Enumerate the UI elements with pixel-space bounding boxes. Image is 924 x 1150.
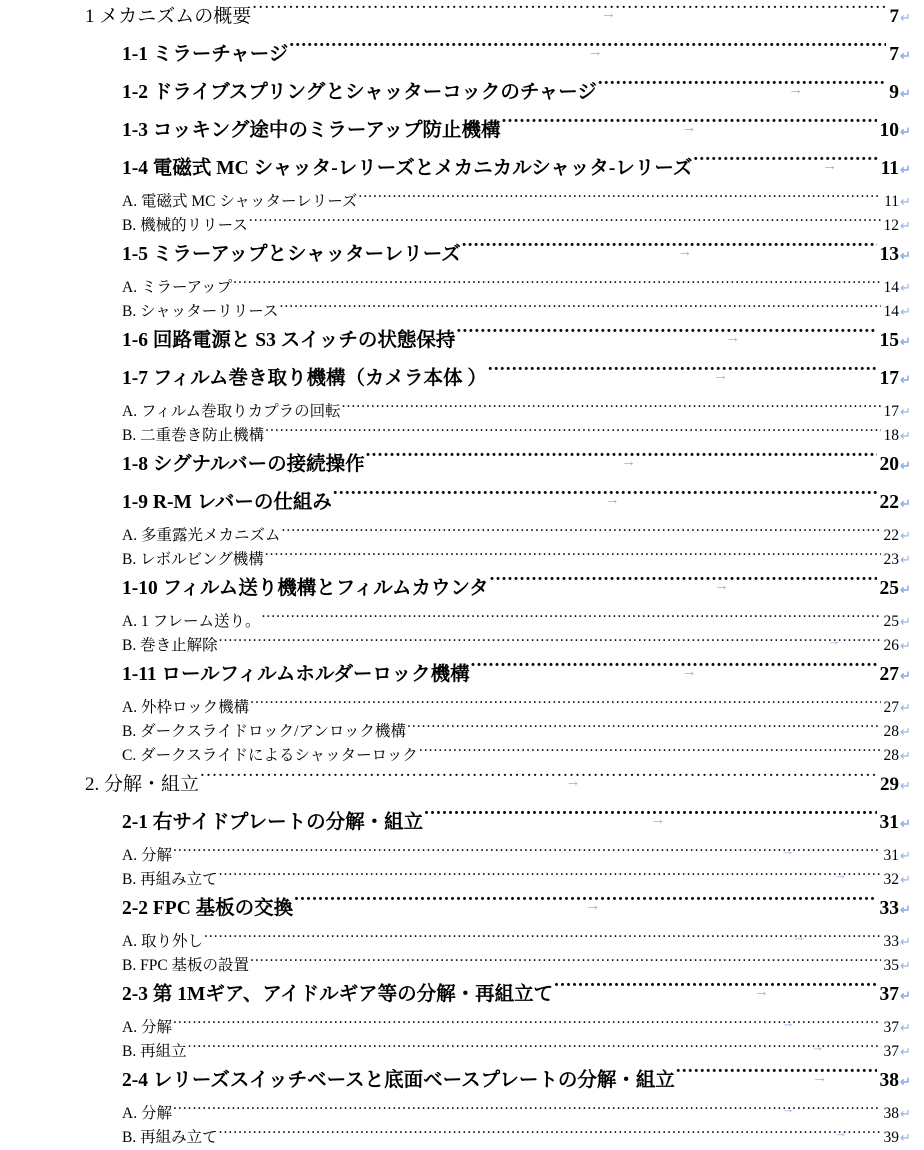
dot-leader <box>265 424 880 440</box>
toc-page-number: 37 <box>879 984 899 1005</box>
dot-leader <box>490 575 877 595</box>
toc-page-number: 14 <box>883 278 899 296</box>
toc-page-number: 27 <box>883 698 899 716</box>
line-return-icon: ↵ <box>900 957 911 973</box>
toc-entry-label: B. 二重巻き防止機構 <box>122 426 265 444</box>
toc-entry-level-2[interactable] <box>0 76 924 114</box>
toc-entry-label: 1-2 ドライブスプリングとシャッターコックのチャージ <box>122 82 597 103</box>
dot-leader <box>250 954 880 970</box>
toc-entry-level-3[interactable] <box>0 634 924 658</box>
toc-entry-label: A. フィルム巻取りカプラの回転 <box>122 402 341 420</box>
toc-entry-level-2[interactable] <box>0 114 924 152</box>
tab-arrow-icon: → <box>811 1040 825 1054</box>
toc-entry-level-3[interactable] <box>0 300 924 324</box>
line-return-icon: ↵ <box>900 1129 911 1145</box>
toc-entry-level-2[interactable] <box>0 806 924 844</box>
line-return-icon: ↵ <box>900 778 911 793</box>
toc-entry-level-3[interactable] <box>0 190 924 214</box>
line-return-icon: ↵ <box>900 248 911 263</box>
toc-entry-level-3[interactable] <box>0 548 924 572</box>
tab-arrow-icon: → <box>792 930 806 944</box>
toc-entry-label: B. 再組み立て <box>122 1128 218 1146</box>
toc-entry-level-3[interactable] <box>0 720 924 744</box>
toc-entry-level-3[interactable] <box>0 276 924 300</box>
dot-leader <box>188 1040 881 1056</box>
toc-entry-label: A. 分解 <box>122 1104 172 1122</box>
toc-entry-level-2[interactable] <box>0 658 924 696</box>
toc-page-number: 15 <box>879 330 899 351</box>
line-return-icon: ↵ <box>900 86 911 101</box>
toc-entry-level-3[interactable] <box>0 954 924 978</box>
tab-arrow-icon: → <box>725 328 741 346</box>
toc-entry-level-2[interactable] <box>0 486 924 524</box>
line-return-icon: ↵ <box>900 1105 911 1121</box>
toc-entry-level-2[interactable] <box>0 324 924 362</box>
toc-entry-label: 1-6 回路電源と S3 スイッチの状態保持 <box>122 330 456 351</box>
dot-leader <box>462 241 877 261</box>
toc-page-number: 38 <box>883 1104 899 1122</box>
tab-arrow-icon: → <box>677 242 693 260</box>
dot-leader <box>294 895 876 915</box>
toc-entry-label: 1-7 フィルム巻き取り機構（カメラ本体 ） <box>122 368 487 389</box>
dot-leader <box>173 1102 881 1118</box>
line-return-icon: ↵ <box>900 193 911 209</box>
toc-page-number: 37 <box>883 1042 899 1060</box>
dot-leader <box>598 79 886 99</box>
toc-page-number: 17 <box>883 402 899 420</box>
dot-leader <box>200 771 877 790</box>
toc-entry-label: A. ミラーアップ <box>122 278 233 296</box>
dot-leader <box>424 809 876 829</box>
tab-arrow-icon: → <box>714 576 730 594</box>
toc-page-number: 28 <box>883 746 899 764</box>
tab-arrow-icon: → <box>621 452 637 470</box>
toc-entry-label: B. 再組み立て <box>122 870 218 888</box>
toc-entry-label: 1 メカニズムの概要 <box>85 6 252 27</box>
toc-entry-level-2[interactable] <box>0 978 924 1016</box>
line-return-icon: ↵ <box>900 933 911 949</box>
tab-arrow-icon: → <box>834 1126 848 1140</box>
tab-arrow-icon: → <box>587 42 603 60</box>
toc-page-number: 32 <box>883 870 899 888</box>
dot-leader <box>419 744 881 760</box>
line-return-icon: ↵ <box>900 1019 911 1035</box>
toc-entry-label: B. FPC 基板の設置 <box>122 956 250 974</box>
tab-arrow-icon: → <box>822 156 838 174</box>
toc-page-number: 14 <box>883 302 899 320</box>
dot-leader <box>289 41 886 61</box>
dot-leader <box>219 634 881 650</box>
toc-entry-label: A. 多重露光メカニズム <box>122 526 281 544</box>
line-return-icon: ↵ <box>900 1043 911 1059</box>
dot-leader <box>342 400 881 416</box>
line-return-icon: ↵ <box>900 527 911 543</box>
toc-page-number: 12 <box>883 216 899 234</box>
toc-page-number: 25 <box>879 578 899 599</box>
line-return-icon: ↵ <box>900 699 911 715</box>
toc-page-number: 33 <box>879 898 899 919</box>
toc-entry-level-3[interactable] <box>0 696 924 720</box>
toc-page-number: 11 <box>884 192 899 210</box>
toc-page-number: 27 <box>879 664 899 685</box>
tab-arrow-icon: → <box>650 810 666 828</box>
line-return-icon: ↵ <box>900 372 911 387</box>
toc-page-number: 29 <box>880 774 899 795</box>
line-return-icon: ↵ <box>900 279 911 295</box>
toc-entry-label: A. 分解 <box>122 1018 172 1036</box>
toc-page-number: 35 <box>883 956 899 974</box>
tab-arrow-icon: → <box>681 118 697 136</box>
toc-entry-level-2[interactable] <box>0 362 924 400</box>
toc-entry-label: 2-3 第 1Mギア、アイドルギア等の分解・再組立て <box>122 984 554 1005</box>
dot-leader <box>471 661 877 681</box>
dot-leader <box>219 1126 881 1142</box>
dot-leader <box>693 155 877 175</box>
toc-entry-label: 1-10 フィルム送り機構とフィルムカウンタ <box>122 578 489 599</box>
dot-leader <box>407 720 880 736</box>
toc-page-number: 10 <box>879 120 899 141</box>
toc-entry-label: A. 取り外し <box>122 932 203 950</box>
toc-entry-label: B. レボルビング機構 <box>122 550 264 568</box>
line-return-icon: ↵ <box>900 1074 911 1089</box>
line-return-icon: ↵ <box>900 403 911 419</box>
toc-entry-label: C. ダークスライドによるシャッターロック <box>122 746 418 764</box>
line-return-icon: ↵ <box>900 747 911 763</box>
line-return-icon: ↵ <box>900 48 911 63</box>
dot-leader <box>333 489 877 509</box>
toc-page-number: 31 <box>879 812 899 833</box>
toc-entry-label: A. 電磁式 MC シャッターレリーズ <box>122 192 358 210</box>
dot-leader <box>554 981 876 1001</box>
toc-entry-label: 1-9 R-M レバーの仕組み <box>122 492 332 513</box>
tab-arrow-icon: → <box>753 982 769 1000</box>
line-return-icon: ↵ <box>900 847 911 863</box>
toc-entry-label: 2. 分解・組立 <box>85 774 200 795</box>
line-return-icon: ↵ <box>900 124 911 139</box>
tab-arrow-icon: → <box>713 366 729 384</box>
toc-page-number: 17 <box>879 368 899 389</box>
toc-page-number: 7 <box>889 6 899 27</box>
tab-arrow-icon: → <box>565 773 581 790</box>
tab-arrow-icon: → <box>827 634 841 648</box>
toc-page-number: 39 <box>883 1128 899 1146</box>
dot-leader <box>233 276 880 292</box>
toc-page-number: 37 <box>883 1018 899 1036</box>
toc-entry-level-3[interactable] <box>0 1040 924 1064</box>
dot-leader <box>502 117 877 137</box>
toc-entry-level-3[interactable] <box>0 744 924 768</box>
toc-entry-level-3[interactable] <box>0 424 924 448</box>
toc-entry-level-2[interactable] <box>0 1064 924 1102</box>
toc-entry-level-3[interactable] <box>0 1126 924 1150</box>
toc-entry-label: 2-2 FPC 基板の交換 <box>122 898 294 919</box>
toc-entry-label: A. 1 フレーム送り。 <box>122 612 261 630</box>
line-return-icon: ↵ <box>900 723 911 739</box>
dot-leader <box>281 524 880 540</box>
dot-leader <box>204 930 881 946</box>
toc-page-number: 20 <box>879 454 899 475</box>
line-return-icon: ↵ <box>900 871 911 887</box>
toc-entry-label: 1-4 電磁式 MC シャッタ-レリーズとメカニカルシャッタ-レリーズ <box>122 158 693 179</box>
line-return-icon: ↵ <box>900 988 911 1003</box>
dot-leader <box>265 548 881 564</box>
line-return-icon: ↵ <box>900 637 911 653</box>
tab-arrow-icon: → <box>585 896 601 914</box>
tab-arrow-icon: → <box>834 868 848 882</box>
toc-entry-level-2[interactable] <box>0 152 924 190</box>
toc-page-number: 13 <box>879 244 899 265</box>
toc-entry-label: B. 巻き止解除 <box>122 636 218 654</box>
dot-leader <box>249 214 881 230</box>
toc-entry-label: 1-5 ミラーアップとシャッターレリーズ <box>122 244 461 265</box>
toc-page-number: 23 <box>883 550 899 568</box>
toc-entry-label: 2-1 右サイドプレートの分解・組立 <box>122 812 424 833</box>
toc-entry-label: B. シャッターリリース <box>122 302 279 320</box>
line-return-icon: ↵ <box>900 334 911 349</box>
toc-entry-label: B. 再組立 <box>122 1042 187 1060</box>
line-return-icon: ↵ <box>900 668 911 683</box>
line-return-icon: ↵ <box>900 582 911 597</box>
toc-page-number: 25 <box>883 612 899 630</box>
toc-page-number: 28 <box>883 722 899 740</box>
line-return-icon: ↵ <box>900 162 911 177</box>
toc-entry-label: 1-11 ロールフィルムホルダーロック機構 <box>122 664 470 685</box>
dot-leader <box>252 3 886 22</box>
toc-entry-label: B. 機械的リリース <box>122 216 248 234</box>
toc-entry-label: A. 分解 <box>122 846 172 864</box>
line-return-icon: ↵ <box>900 496 911 511</box>
line-return-icon: ↵ <box>900 427 911 443</box>
toc-entry-label: 2-4 レリーズスイッチベースと底面ベースプレートの分解・組立 <box>122 1070 675 1091</box>
line-return-icon: ↵ <box>900 816 911 831</box>
dot-leader <box>488 365 877 385</box>
toc-page-number: 22 <box>883 526 899 544</box>
dot-leader <box>173 844 881 860</box>
tab-arrow-icon: → <box>681 662 697 680</box>
line-return-icon: ↵ <box>900 217 911 233</box>
toc-page-number: 33 <box>883 932 899 950</box>
toc-entry-level-3[interactable] <box>0 844 924 868</box>
toc-entry-level-3[interactable] <box>0 930 924 954</box>
toc-entry-label: A. 外枠ロック機構 <box>122 698 250 716</box>
tab-arrow-icon: → <box>781 844 795 858</box>
dot-leader <box>261 610 880 626</box>
toc-entry-level-3[interactable] <box>0 214 924 238</box>
toc-entry-level-3[interactable] <box>0 610 924 634</box>
dot-leader <box>280 300 881 316</box>
toc-entry-level-2[interactable] <box>0 892 924 930</box>
tab-arrow-icon: → <box>812 1068 828 1086</box>
toc-entry-label: 1-3 コッキング途中のミラーアップ防止機構 <box>122 120 501 141</box>
toc-entry-level-1[interactable] <box>0 0 924 38</box>
dot-leader <box>358 190 881 206</box>
toc-entry-label: B. ダークスライドロック/アンロック機構 <box>122 722 407 740</box>
toc-entry-level-3[interactable] <box>0 1016 924 1040</box>
tab-arrow-icon: → <box>781 1102 795 1116</box>
toc-page-number: 9 <box>889 82 899 103</box>
line-return-icon: ↵ <box>900 551 911 567</box>
toc-page-number: 11 <box>880 158 899 179</box>
toc-page-number: 31 <box>883 846 899 864</box>
toc-entry-level-3[interactable] <box>0 868 924 892</box>
toc-page-number: 7 <box>889 44 899 65</box>
dot-leader <box>456 327 876 347</box>
toc-entry-level-2[interactable] <box>0 448 924 486</box>
tab-arrow-icon: → <box>788 80 804 98</box>
toc-entry-level-2[interactable] <box>0 572 924 610</box>
toc-entry-label: 1-1 ミラーチャージ <box>122 44 289 65</box>
toc-page-number: 38 <box>879 1070 899 1091</box>
toc-entry-level-3[interactable] <box>0 524 924 548</box>
dot-leader <box>676 1067 877 1087</box>
dot-leader <box>219 868 881 884</box>
line-return-icon: ↵ <box>900 902 911 917</box>
toc-entry-level-3[interactable] <box>0 1102 924 1126</box>
toc-entry-level-3[interactable] <box>0 400 924 424</box>
dot-leader <box>366 451 877 471</box>
dot-leader <box>250 696 880 712</box>
toc-page-number: 26 <box>883 636 899 654</box>
line-return-icon: ↵ <box>900 10 911 25</box>
tab-arrow-icon: → <box>781 1016 795 1030</box>
toc-entry-label: 1-8 シグナルバーの接続操作 <box>122 454 365 475</box>
toc-page-number: 22 <box>879 492 899 513</box>
toc-page-number: 18 <box>883 426 899 444</box>
tab-arrow-icon: → <box>604 490 620 508</box>
line-return-icon: ↵ <box>900 613 911 629</box>
line-return-icon: ↵ <box>900 303 911 319</box>
toc-entry-level-2[interactable] <box>0 238 924 276</box>
line-return-icon: ↵ <box>900 458 911 473</box>
tab-arrow-icon: → <box>601 5 617 22</box>
toc-entry-level-1[interactable] <box>0 768 924 806</box>
toc-entry-level-2[interactable] <box>0 38 924 76</box>
